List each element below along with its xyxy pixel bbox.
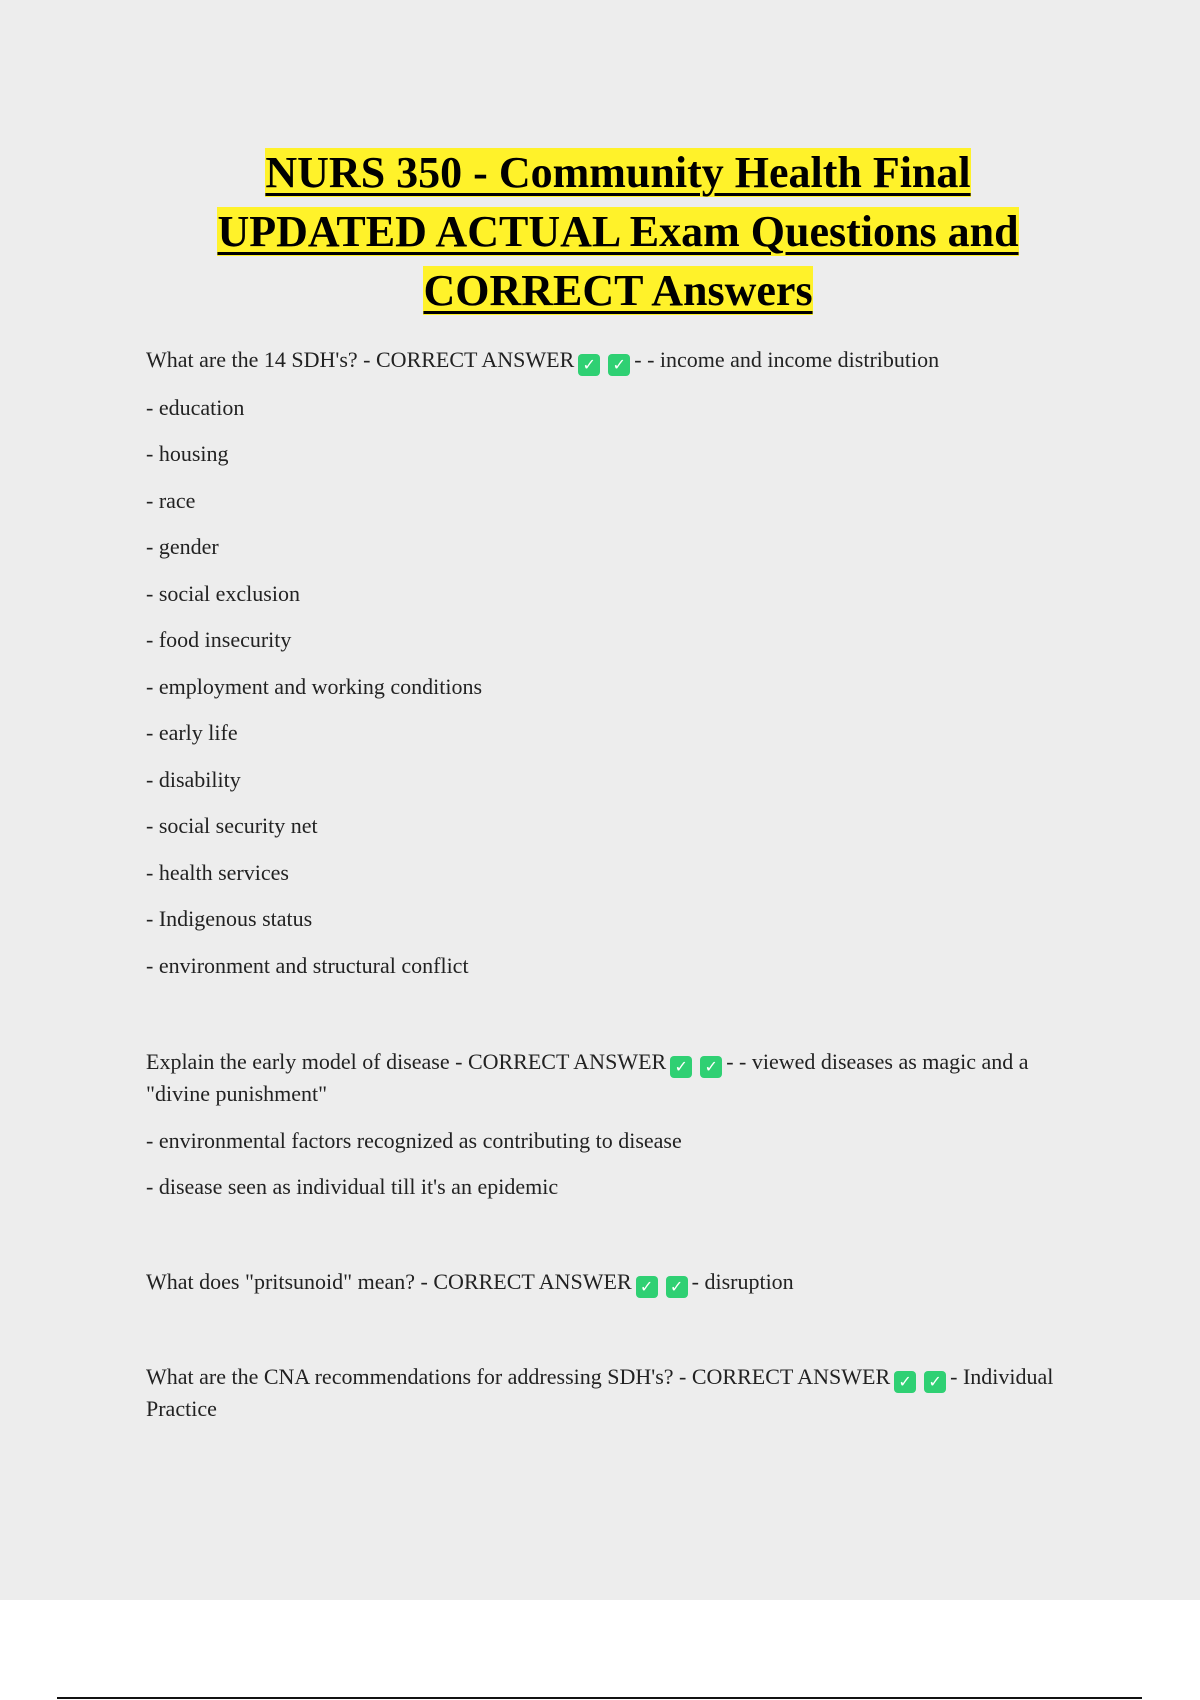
checkmark-icon: ✓: [666, 1276, 688, 1298]
list-item: - race: [146, 487, 196, 513]
list-item: - social exclusion: [146, 580, 300, 606]
checkmark-icon: ✓: [608, 354, 630, 376]
question-text: What are the 14 SDH's? - CORRECT ANSWER: [146, 347, 575, 372]
title-line: UPDATED ACTUAL Exam Questions and: [217, 207, 1019, 256]
list-item: - gender: [146, 534, 219, 559]
question-4: [146, 1361, 1066, 1424]
list-item: - disability: [146, 766, 241, 792]
checkmark-icon: ✓: [700, 1056, 722, 1078]
question-2: [146, 1046, 1066, 1109]
list-item: - education: [146, 394, 245, 420]
question-text: What are the CNA recommendations for addressing SDH's? - CORRECT ANSWER: [146, 1364, 891, 1389]
answer-text: - - income and income distribution: [634, 347, 940, 372]
checkmark-icon: ✓: [578, 354, 600, 376]
spacer: [146, 996, 1066, 1046]
question-3: [146, 1266, 1066, 1298]
document-title: [0, 143, 1200, 320]
page-divider: [57, 1697, 1142, 1699]
spacer: [146, 1313, 1066, 1361]
list-item: - employment and working conditions: [146, 673, 483, 699]
checkmark-icon: ✓: [670, 1056, 692, 1078]
list-item: - health services: [146, 859, 289, 885]
checkmark-icon: ✓: [924, 1371, 946, 1393]
answer-text: - disruption: [691, 1268, 794, 1294]
list-item: - housing: [146, 441, 229, 466]
document-body: [146, 344, 1066, 1440]
spacer: [146, 1218, 1066, 1266]
list-item: - Indigenous status: [146, 906, 313, 931]
list-item: - food insecurity: [146, 627, 292, 652]
list-item: - social security net: [146, 813, 318, 838]
question-1: [146, 344, 1066, 376]
title-line: NURS 350 - Community Health Final: [265, 148, 971, 197]
question-text: Explain the early model of disease - CORRECT ANSWER: [146, 1049, 667, 1074]
title-line: CORRECT Answers: [423, 266, 813, 315]
list-item: - disease seen as individual till it's an epidemic: [146, 1174, 559, 1199]
list-item: - early life: [146, 720, 238, 745]
list-item: - environmental factors recognized as contributing to disease: [146, 1127, 682, 1153]
checkmark-icon: ✓: [636, 1276, 658, 1298]
list-item: - environment and structural conflict: [146, 952, 469, 978]
checkmark-icon: ✓: [894, 1371, 916, 1393]
answer-text: - - viewed diseases as magic and a "divine punishment": [146, 1049, 1029, 1106]
question-text: What does "pritsunoid" mean? - CORRECT ANSWER: [146, 1268, 632, 1294]
answer-text: - Individual Practice: [146, 1364, 1054, 1421]
